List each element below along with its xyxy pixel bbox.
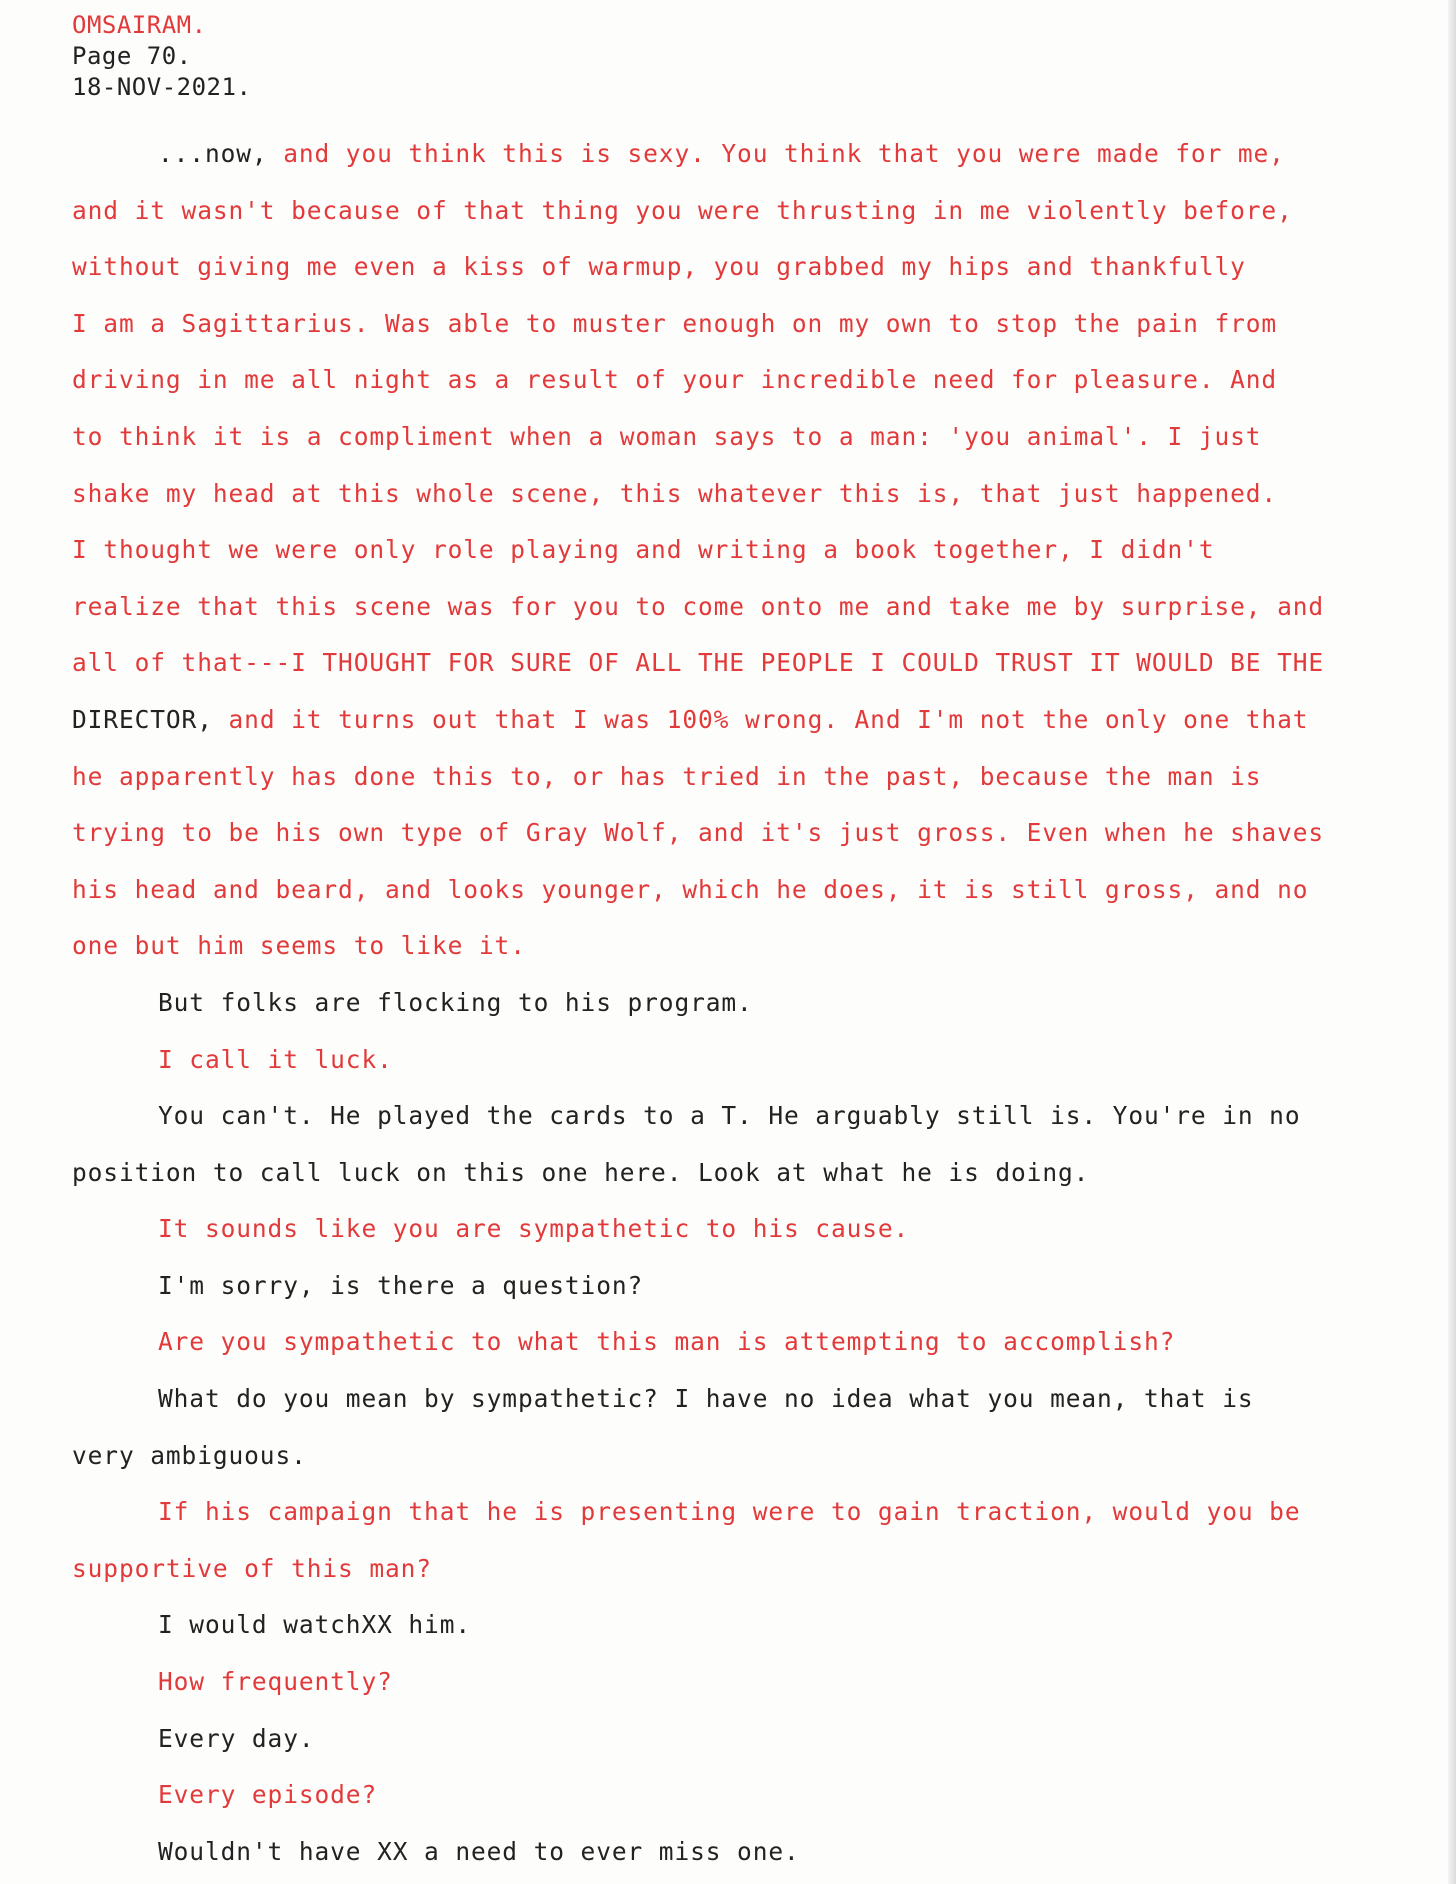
text-run: Every episode?: [158, 1780, 378, 1810]
text-run: But folks are flocking to his program.: [158, 987, 753, 1017]
text-run: one but him seems to like it.: [72, 931, 526, 961]
text-line: [72, 1824, 1444, 1881]
text-run: Are you sympathetic to what this man is attempting to accomplish?: [158, 1327, 1176, 1357]
text-line: [72, 522, 1444, 579]
text-line: [72, 409, 1444, 466]
text-run: and it wasn't because of that thing you were thrusting in me violently before,: [72, 195, 1293, 225]
text-run: realize that this scene was for you to come onto me and take me by surprise, and: [72, 591, 1325, 621]
text-line: [72, 1767, 1444, 1824]
text-line: [72, 1145, 1444, 1202]
paper-edge: [1448, 0, 1456, 1884]
text-line: [72, 1654, 1444, 1711]
text-line: [72, 1711, 1444, 1768]
text-run: supportive of this man?: [72, 1553, 432, 1583]
text-run: without giving me even a kiss of warmup, you grabbed my hips and thankfully: [72, 252, 1246, 282]
text-run: I call it luck.: [158, 1044, 393, 1074]
text-run: and it turns out that I was 100% wrong. And I'm not the only one that: [228, 704, 1309, 734]
text-line: [72, 1541, 1444, 1598]
page-header: [72, 10, 251, 103]
text-line: [72, 579, 1444, 636]
text-line: [72, 975, 1444, 1032]
text-run: I'm sorry, is there a question?: [158, 1270, 644, 1300]
text-run: I thought we were only role playing and writing a book together, I didn't: [72, 535, 1215, 565]
text-run: driving in me all night as a result of your incredible need for pleasure. And: [72, 365, 1278, 395]
text-line: [72, 1201, 1444, 1258]
text-line: [72, 635, 1444, 692]
text-run: If his campaign that he is presenting were to gain traction, would you be: [158, 1497, 1301, 1527]
text-line: [72, 352, 1444, 409]
header-page-number: Page 70.: [72, 42, 192, 70]
text-line: [72, 692, 1444, 749]
text-run: very ambiguous.: [72, 1440, 307, 1470]
text-line: [72, 862, 1444, 919]
text-line: [72, 1597, 1444, 1654]
text-run: What do you mean by sympathetic? I have no idea what you mean, that is: [158, 1384, 1254, 1414]
text-run: I would watchXX him.: [158, 1610, 472, 1640]
text-run: You can't. He played the cards to a T. He arguably still is. You're in no: [158, 1101, 1301, 1131]
text-run: Every day.: [158, 1723, 315, 1753]
text-line: [72, 183, 1444, 240]
text-run: It sounds like you are sympathetic to his cause.: [158, 1214, 910, 1244]
text-run: he apparently has done this to, or has tried in the past, because the man is: [72, 761, 1262, 791]
text-run: and you think this is sexy. You think that you were made for me,: [283, 139, 1285, 168]
text-run: Wouldn't have XX a need to ever miss one.: [158, 1836, 800, 1866]
text-line: [72, 1258, 1444, 1315]
text-run: his head and beard, and looks younger, which he does, it is still gross, and no: [72, 874, 1309, 904]
text-line: [72, 296, 1444, 353]
text-run: shake my head at this whole scene, this whatever this is, that just happened.: [72, 478, 1278, 508]
text-line: [72, 1428, 1444, 1485]
header-title: OMSAIRAM.: [72, 11, 207, 39]
text-line: [72, 1371, 1444, 1428]
text-run: How frequently?: [158, 1667, 393, 1697]
text-run: all of that---I THOUGHT FOR SURE OF ALL THE PEOPLE I COULD TRUST IT WOULD BE THE: [72, 648, 1325, 678]
text-line: [72, 805, 1444, 862]
text-run: I am a Sagittarius. Was able to muster enough on my own to stop the pain from: [72, 308, 1278, 338]
text-line: [72, 1088, 1444, 1145]
text-line: [72, 1484, 1444, 1541]
text-line: [72, 466, 1444, 523]
text-run: DIRECTOR,: [72, 704, 229, 734]
text-line: [72, 1032, 1444, 1089]
text-run: trying to be his own type of Gray Wolf, and it's just gross. Even when he shaves: [72, 818, 1325, 848]
text-run: position to call luck on this one here. Look at what he is doing.: [72, 1157, 1090, 1187]
text-line: [72, 918, 1444, 975]
text-line: [72, 126, 1444, 183]
text-run: to think it is a compliment when a woman says to a man: 'you animal'. I just: [72, 421, 1262, 451]
body-text: [72, 126, 1444, 1880]
text-line: [72, 1314, 1444, 1371]
text-run: ...now,: [158, 139, 284, 168]
text-line: [72, 749, 1444, 806]
text-line: [72, 239, 1444, 296]
header-date: 18-NOV-2021.: [72, 73, 252, 101]
